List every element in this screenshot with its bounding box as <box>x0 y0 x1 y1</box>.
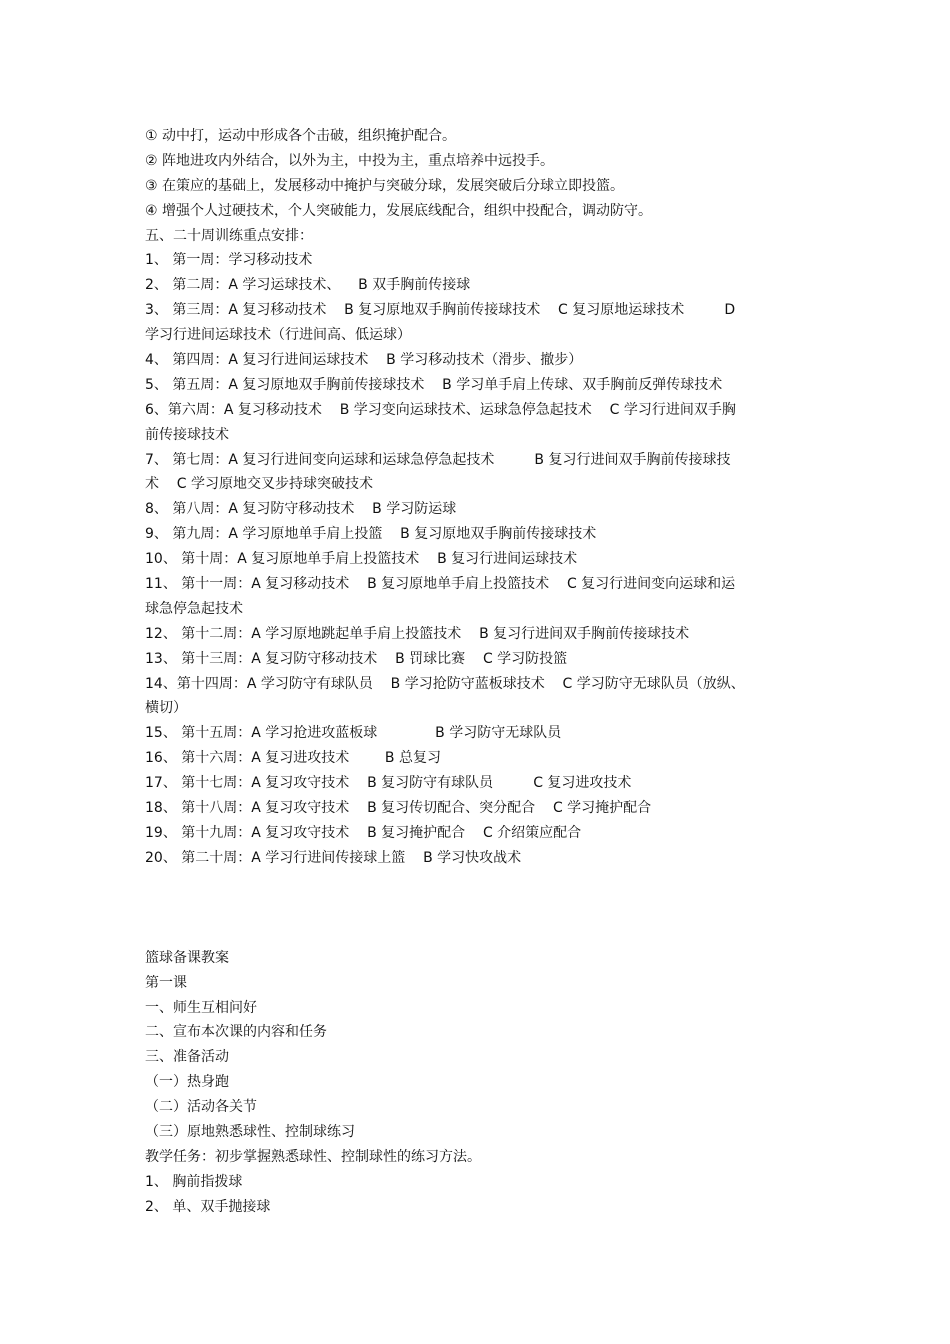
week-item <box>145 721 810 746</box>
week-item-line: 13、 第十三周：A 复习防守移动技术 B 罚球比赛 C 学习防投篮 <box>145 650 568 667</box>
tactic-item: ④ 增强个人过硬技术，个人突破能力，发展底线配合，组织中投配合，调动防守。 <box>145 202 652 219</box>
week-item-line: 8、 第八周：A 复习防守移动技术 B 学习防运球 <box>145 501 457 518</box>
tactics-list <box>145 124 810 224</box>
week-item <box>145 298 810 348</box>
drill-item: 2、 单、双手抛接球 <box>145 1198 271 1215</box>
week-item <box>145 248 810 273</box>
warmup-item: （三）原地熟悉球性、控制球练习 <box>145 1123 355 1140</box>
week-item-line: 4、 第四周：A 复习行进间运球技术 B 学习移动技术（滑步、撤步） <box>145 352 583 369</box>
week-schedule-list <box>145 248 810 870</box>
week-item-line: 11、 第十一周：A 复习移动技术 B 复习原地单手肩上投篮技术 C 复习行进间变向运球和运 <box>145 576 736 593</box>
week-item <box>145 522 810 547</box>
week-item-line: 16、 第十六周：A 复习进攻技术 B 总复习 <box>145 750 441 767</box>
lesson-number: 第一课 <box>145 974 187 991</box>
lesson-step: 一、师生互相问好 <box>145 999 257 1016</box>
week-item-line: 球急停急起技术 <box>145 600 243 617</box>
lesson-step: 二、宣布本次课的内容和任务 <box>145 1024 327 1041</box>
week-item <box>145 647 810 672</box>
week-item-line: 3、 第三周：A 复习移动技术 B 复习原地双手胸前传接球技术 C 复习原地运球技术 D <box>145 302 736 319</box>
week-item <box>145 448 810 498</box>
week-item <box>145 821 810 846</box>
week-item-line: 7、 第七周：A 复习行进间变向运球和运球急停急起技术 B 复习行进间双手胸前传接球技 <box>145 451 731 468</box>
document-page <box>145 124 810 1220</box>
week-item-line: 学习行进间运球技术（行进间高、低运球） <box>145 327 411 344</box>
tactic-item: ③ 在策应的基础上，发展移动中掩护与突破分球，发展突破后分球立即投篮。 <box>145 177 624 194</box>
week-item <box>145 273 810 298</box>
drill-item: 1、 胸前指拨球 <box>145 1173 243 1190</box>
week-item-line: 18、 第十八周：A 复习攻守技术 B 复习传切配合、突分配合 C 学习掩护配合 <box>145 800 652 817</box>
week-item-line: 2、 第二周：A 学习运球技术、 B 双手胸前传接球 <box>145 277 471 294</box>
week-item <box>145 547 810 572</box>
week-item-line: 10、 第十周：A 复习原地单手肩上投篮技术 B 复习行进间运球技术 <box>145 551 578 568</box>
week-item-line: 5、 第五周：A 复习原地双手胸前传接球技术 B 学习单手肩上传球、双手胸前反弹传球技术 <box>145 376 723 393</box>
schedule-heading: 五、二十周训练重点安排： <box>145 227 313 244</box>
week-item-line: 前传接球技术 <box>145 426 229 443</box>
week-item <box>145 672 810 722</box>
week-item-line: 9、 第九周：A 学习原地单手肩上投篮 B 复习原地双手胸前传接球技术 <box>145 526 597 543</box>
week-item-line: 17、 第十七周：A 复习攻守技术 B 复习防守有球队员 C 复习进攻技术 <box>145 775 632 792</box>
week-item-line: 14、第十四周：A 学习防守有球队员 B 学习抢防守蓝板球技术 C 学习防守无球队员（放纵、 <box>145 675 745 692</box>
week-item-line: 1、 第一周：学习移动技术 <box>145 252 313 269</box>
week-item-line: 术 C 学习原地交叉步持球突破技术 <box>145 476 374 493</box>
week-item-line: 横切） <box>145 700 187 717</box>
week-item <box>145 622 810 647</box>
week-item <box>145 373 810 398</box>
week-item <box>145 746 810 771</box>
week-item <box>145 572 810 622</box>
week-item <box>145 348 810 373</box>
lesson-plan <box>145 946 810 1220</box>
week-item-line: 12、 第十二周：A 学习原地跳起单手肩上投篮技术 B 复习行进间双手胸前传接球技术 <box>145 625 690 642</box>
teaching-task: 教学任务：初步掌握熟悉球性、控制球性的练习方法。 <box>145 1148 481 1165</box>
week-item <box>145 398 810 448</box>
tactic-item: ① 动中打，运动中形成各个击破，组织掩护配合。 <box>145 128 456 144</box>
week-item-line: 19、 第十九周：A 复习攻守技术 B 复习掩护配合 C 介绍策应配合 <box>145 824 582 841</box>
week-item <box>145 771 810 796</box>
week-item-line: 6、第六周：A 复习移动技术 B 学习变向运球技术、运球急停急起技术 C 学习行进间双手胸 <box>145 401 736 418</box>
lesson-step: 三、准备活动 <box>145 1049 229 1066</box>
week-item <box>145 846 810 871</box>
week-item <box>145 497 810 522</box>
week-item-line: 15、 第十五周：A 学习抢进攻蓝板球 B 学习防守无球队员 <box>145 725 562 742</box>
section-gap <box>145 871 810 946</box>
week-item <box>145 796 810 821</box>
warmup-item: （一）热身跑 <box>145 1074 229 1091</box>
warmup-item: （二）活动各关节 <box>145 1099 257 1116</box>
lesson-plan-title: 篮球备课教案 <box>145 949 229 966</box>
week-item-line: 20、 第二十周：A 学习行进间传接球上篮 B 学习快攻战术 <box>145 849 522 866</box>
tactic-item: ② 阵地进攻内外结合，以外为主，中投为主，重点培养中远投手。 <box>145 152 554 169</box>
